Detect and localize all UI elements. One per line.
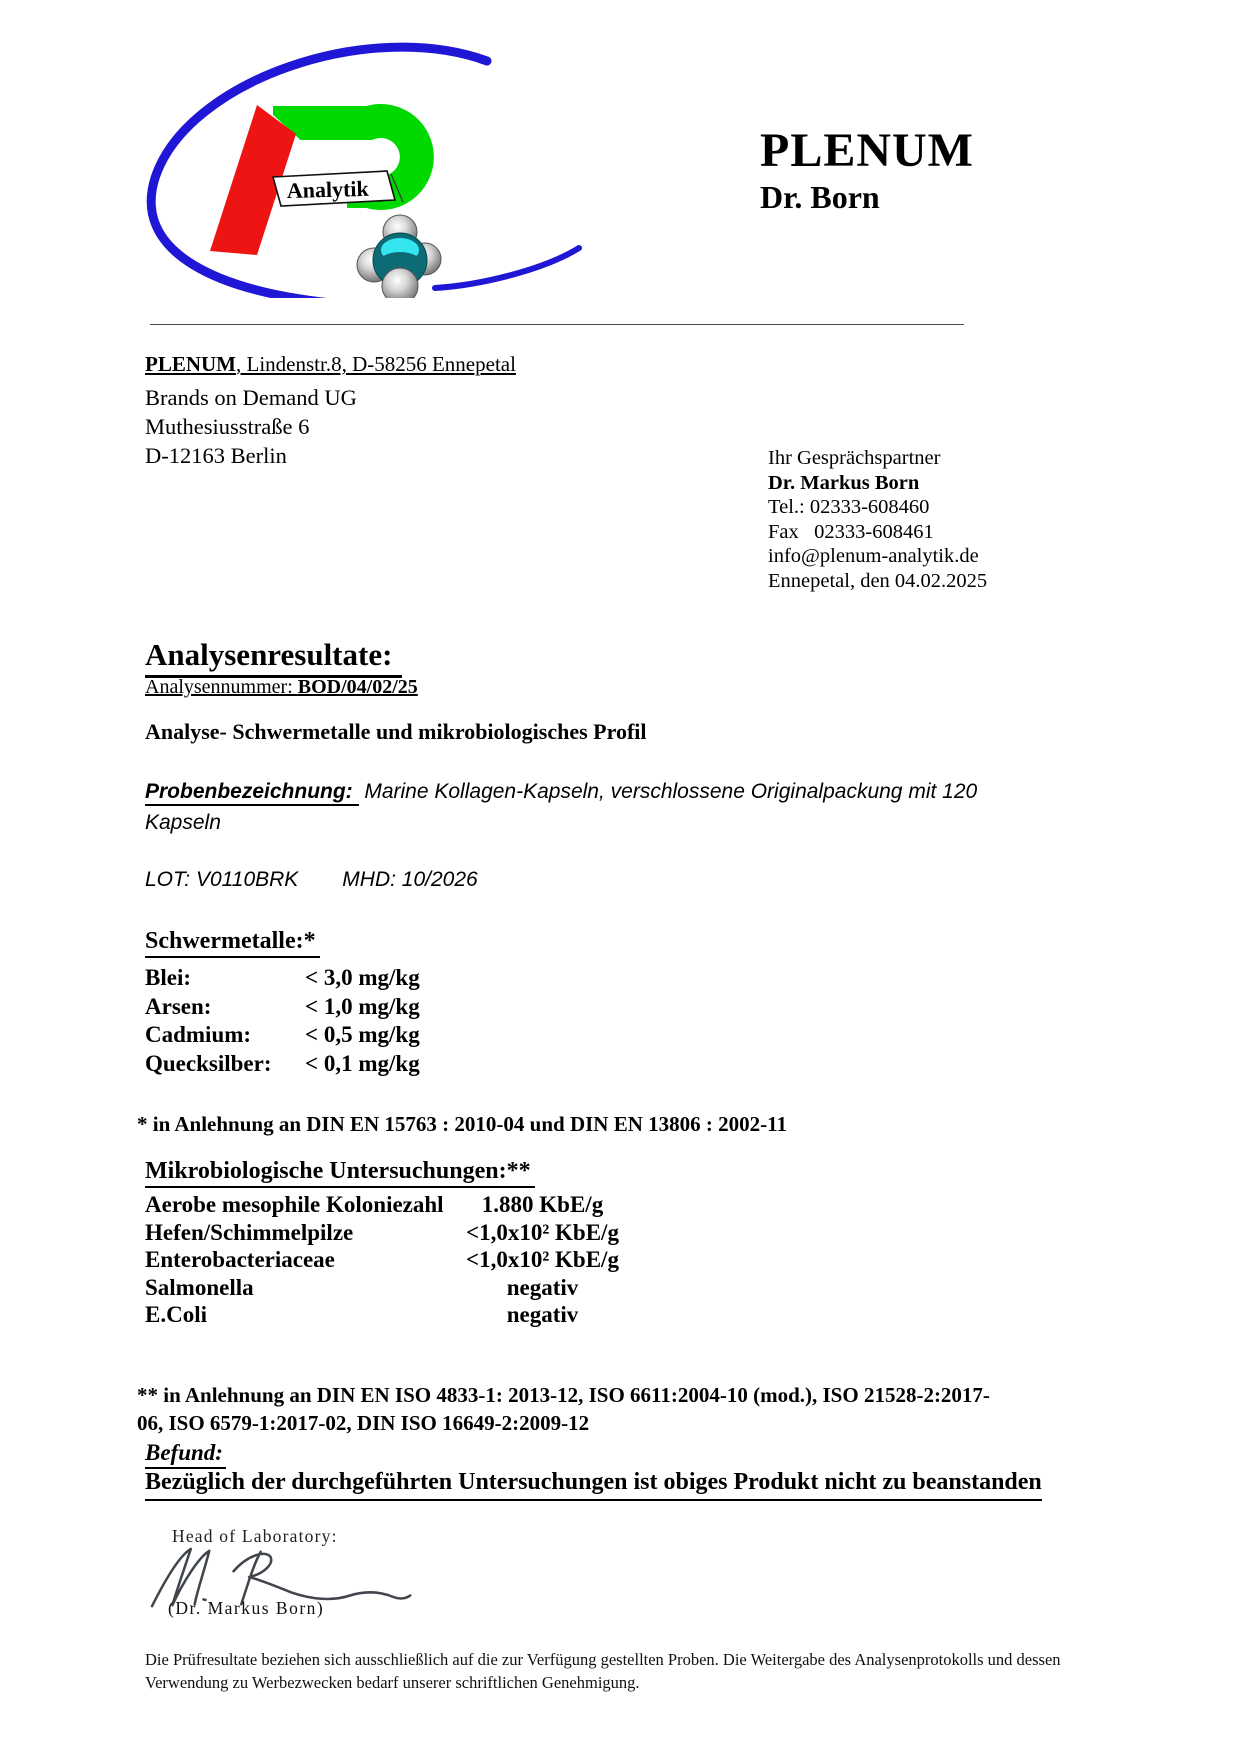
- metal-value: < 0,1 mg/kg: [305, 1050, 420, 1076]
- brand-subtitle: Dr. Born: [760, 179, 880, 216]
- recipient-address: [145, 383, 357, 470]
- sample-text-line2: Kapseln: [145, 811, 221, 834]
- logo-swoosh-tail-icon: [435, 248, 579, 288]
- lot-value: LOT: V0110BRK: [145, 868, 299, 891]
- brand-title: PLENUM: [760, 124, 974, 177]
- sender-name: PLENUM: [145, 352, 236, 376]
- table-row: [145, 1050, 420, 1079]
- microbiology-footnote-line: ** in Anlehnung an DIN EN ISO 4833-1: 2013-12, ISO 6611:2004-10 (mod.), ISO 21528-2:2017-: [137, 1383, 990, 1407]
- sample-description: [145, 776, 1075, 838]
- mhd-value: MHD: 10/2026: [342, 868, 478, 891]
- metal-label: Arsen:: [145, 993, 212, 1019]
- microbiology-footnote: [137, 1381, 1117, 1437]
- heavy-metals-section: [145, 928, 320, 958]
- table-row: [145, 1219, 625, 1247]
- analysis-number-value: BOD/04/02/25: [297, 676, 418, 698]
- signatory-name: (Dr. Markus Born): [168, 1598, 325, 1618]
- micro-value: 1.880 KbE/g: [481, 1192, 604, 1217]
- micro-value: negativ: [506, 1302, 579, 1327]
- metal-label: Quecksilber:: [145, 1050, 272, 1076]
- micro-label: Aerobe mesophile Koloniezahl: [145, 1192, 444, 1217]
- micro-label: Hefen/Schimmelpilze: [145, 1219, 354, 1245]
- recipient-line: D-12163 Berlin: [145, 443, 287, 468]
- conclusion-statement-wrap: [145, 1469, 1042, 1501]
- recipient-line: Muthesiusstraße 6: [145, 414, 310, 439]
- heavy-metals-footnote: * in Anlehnung an DIN EN 15763 : 2010-04 und DIN EN 13806 : 2002-11: [137, 1112, 787, 1136]
- lot-line: [145, 868, 478, 892]
- contact-block: [768, 446, 987, 593]
- microbiology-heading: Mikrobiologische Untersuchungen:**: [145, 1158, 535, 1188]
- brand-block: [760, 126, 974, 216]
- analytik-label: Analytik: [286, 175, 370, 203]
- micro-value: <1,0x10² KbE/g: [466, 1247, 619, 1272]
- sample-text: Marine Kollagen-Kapseln, verschlossene Originalpackung mit 120: [358, 780, 978, 803]
- table-row: [145, 993, 420, 1022]
- metal-label: Cadmium:: [145, 1022, 252, 1047]
- contact-name: Dr. Markus Born: [768, 471, 920, 494]
- contact-fax: Fax 02333-608461: [768, 520, 934, 543]
- micro-label: E.Coli: [145, 1302, 207, 1327]
- molecule-icon: [357, 215, 441, 298]
- microbiology-table: [145, 1191, 625, 1329]
- results-heading: Analysenresultate:: [145, 637, 402, 678]
- analysis-title: Analyse- Schwermetalle und mikrobiologisches Profil: [145, 719, 647, 744]
- table-row: [145, 1274, 625, 1302]
- analysis-number-label: Analysennummer:: [145, 676, 298, 698]
- table-row: [145, 964, 420, 993]
- sender-line: [145, 352, 516, 377]
- footer-line: Verwendung zu Werbezwecken bedarf unserer schriftlichen Genehmigung.: [145, 1673, 640, 1692]
- results-section: [145, 637, 402, 678]
- table-row: [145, 1301, 625, 1329]
- table-row: [145, 1021, 420, 1050]
- contact-date: Ennepetal, den 04.02.2025: [768, 569, 988, 592]
- header-divider: [150, 324, 964, 325]
- footer-line: Die Prüfresultate beziehen sich ausschließlich auf die zur Verfügung gestellten Proben. Die Weitergabe des Analysenprotokolls und dessen: [145, 1650, 1061, 1669]
- recipient-line: Brands on Demand UG: [145, 385, 357, 410]
- contact-tel: Tel.: 02333-608460: [768, 496, 930, 518]
- contact-email: info@plenum-analytik.de: [768, 545, 979, 567]
- metal-value: < 0,5 mg/kg: [305, 1022, 420, 1047]
- micro-value: negativ: [506, 1274, 579, 1300]
- conclusion-statement: Bezüglich der durchgeführten Untersuchungen ist obiges Produkt nicht zu beanstanden: [145, 1469, 1042, 1501]
- conclusion-section: [145, 1440, 226, 1469]
- micro-label: Enterobacteriaceae: [145, 1247, 335, 1272]
- sample-label: Probenbezeichnung:: [145, 780, 359, 806]
- table-row: [145, 1191, 625, 1219]
- footer-disclaimer: [145, 1648, 1061, 1694]
- metal-value: < 1,0 mg/kg: [305, 993, 420, 1019]
- metal-value: < 3,0 mg/kg: [305, 965, 420, 990]
- micro-label: Salmonella: [145, 1274, 254, 1300]
- microbiology-section: [145, 1158, 535, 1188]
- signature-caption: Head of Laboratory:: [172, 1526, 338, 1546]
- microbiology-footnote-line: 06, ISO 6579-1:2017-02, DIN ISO 16649-2:2009-12: [137, 1411, 590, 1435]
- metal-label: Blei:: [145, 965, 191, 990]
- table-row: [145, 1246, 625, 1274]
- contact-intro: Ihr Gesprächspartner: [768, 447, 941, 469]
- micro-value: <1,0x10² KbE/g: [466, 1219, 619, 1245]
- analysis-number-line: [145, 676, 418, 699]
- heavy-metals-heading: Schwermetalle:*: [145, 928, 320, 958]
- plenum-analytik-logo: [115, 28, 585, 298]
- heavy-metals-table: [145, 964, 420, 1078]
- conclusion-heading: Befund:: [145, 1440, 226, 1469]
- sender-address: , Lindenstr.8, D-58256 Ennepetal: [236, 352, 516, 376]
